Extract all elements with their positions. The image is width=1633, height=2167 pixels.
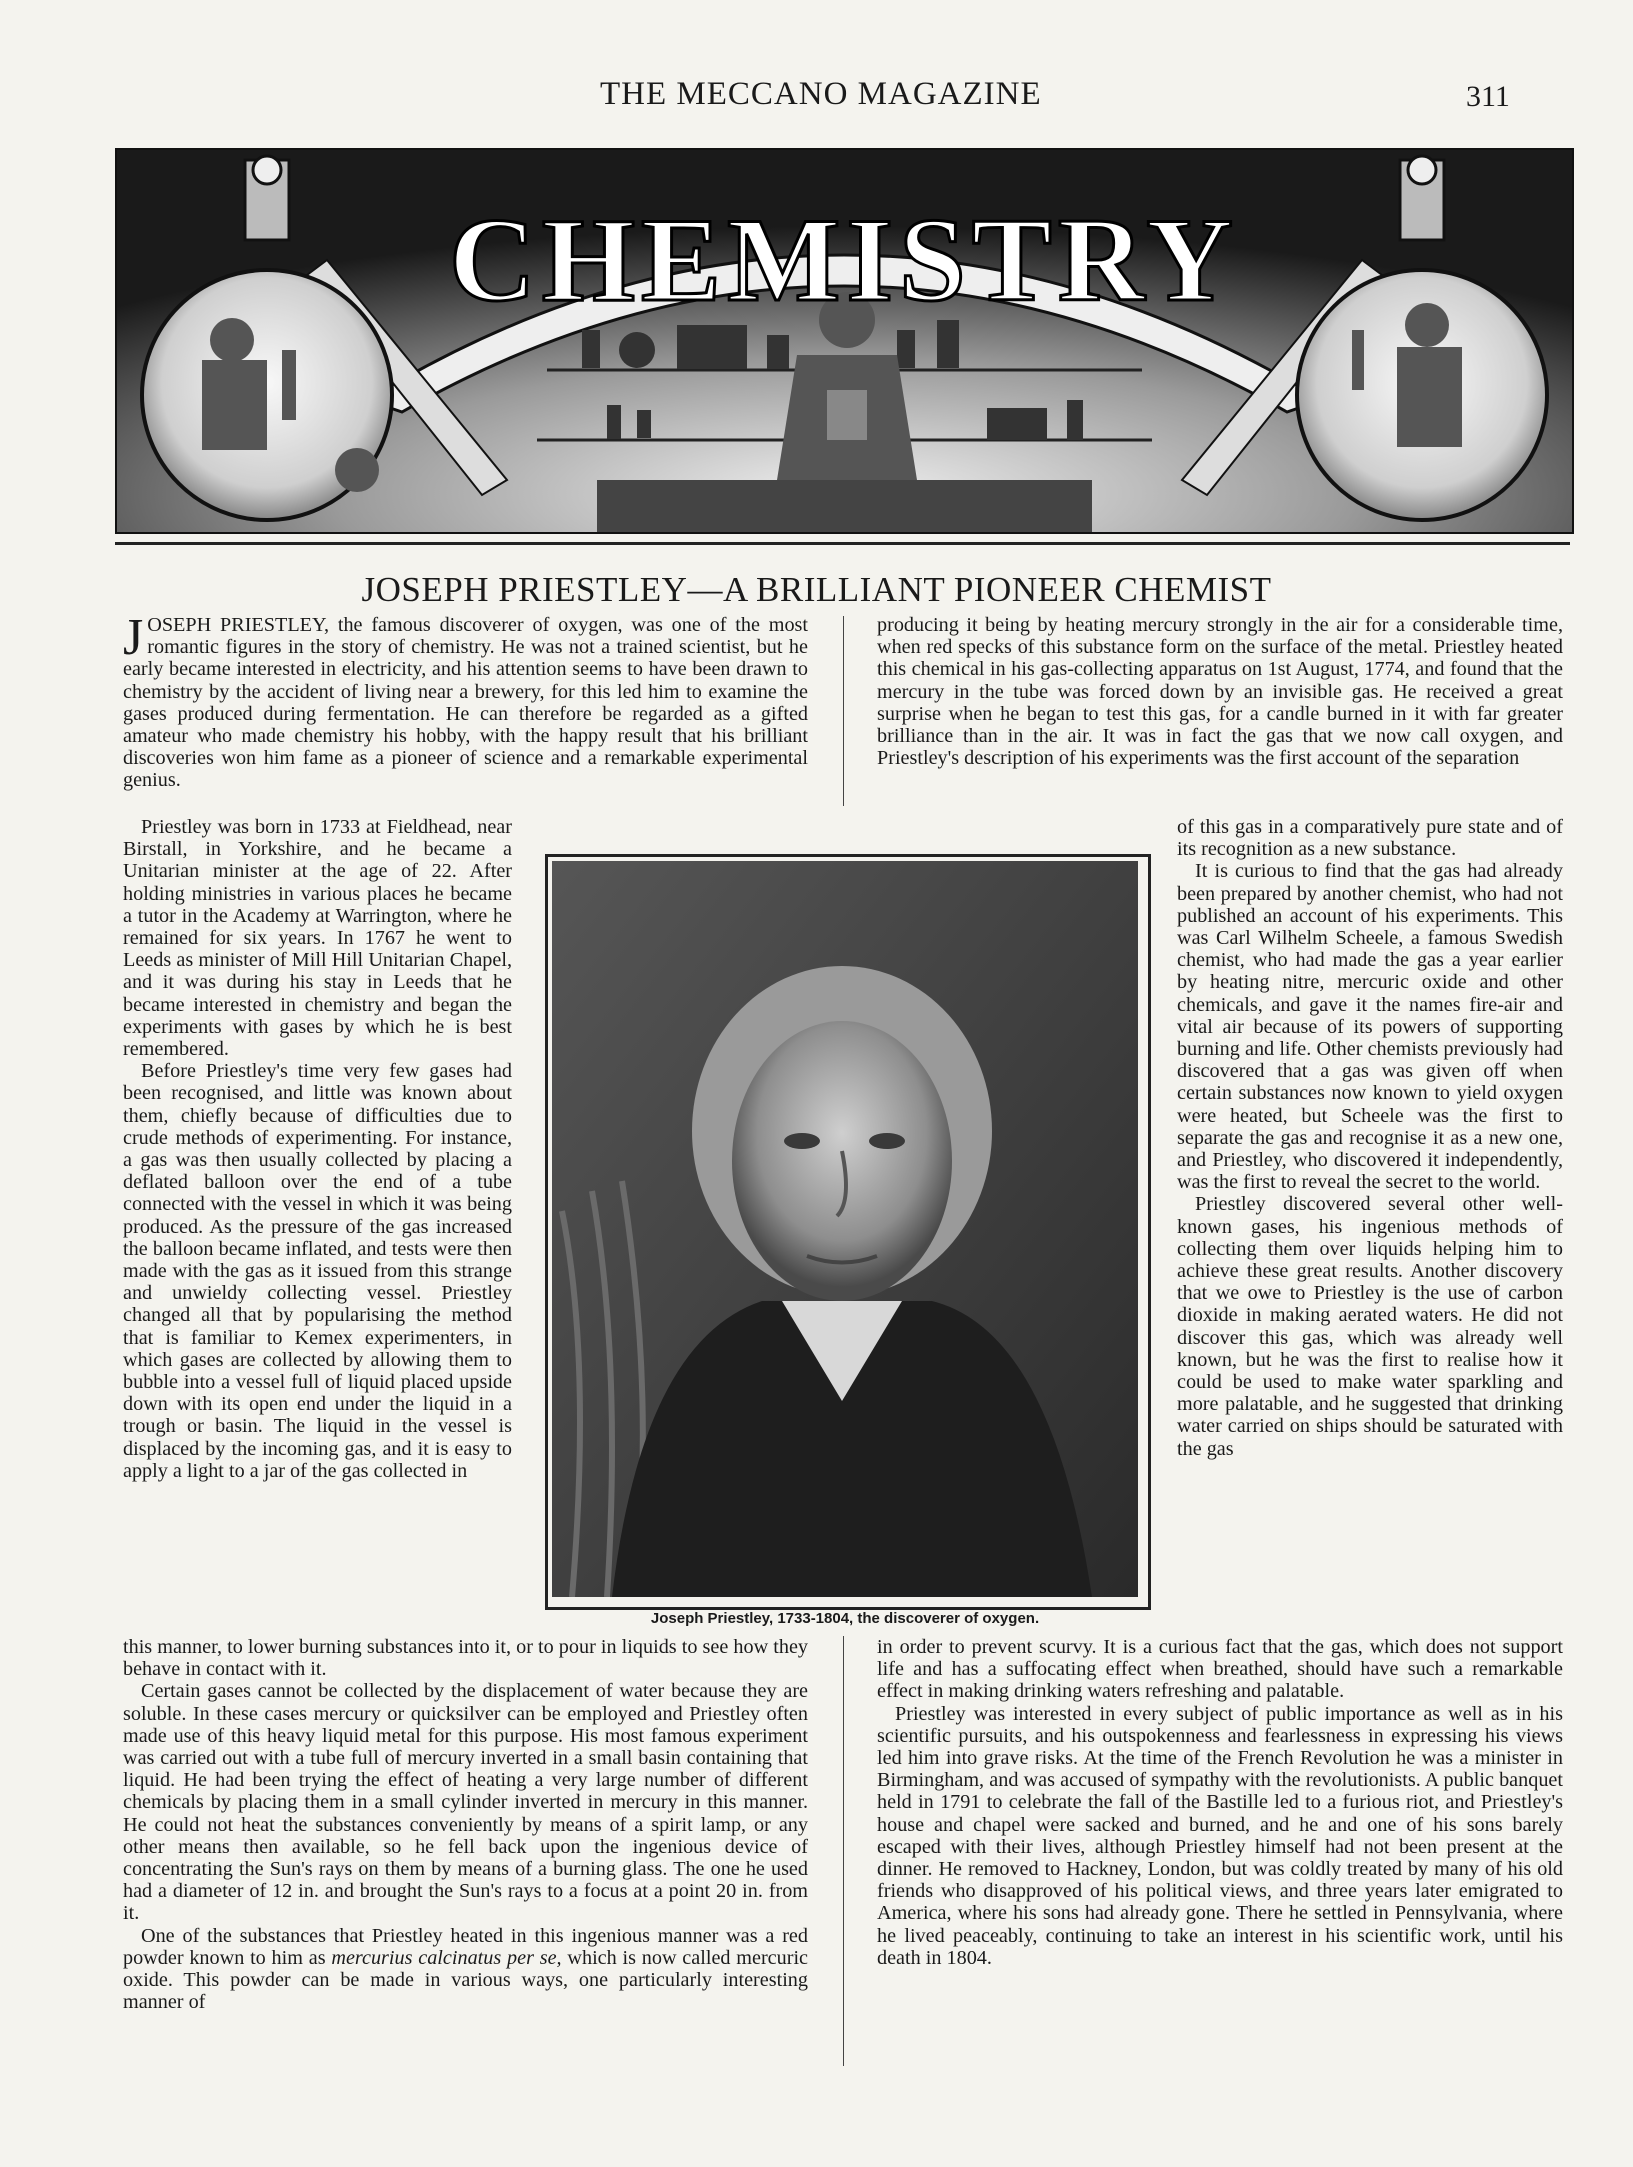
paragraph-later-life: Priestley was interested in every subject of public importance as well as in his scientific pursuits, and his outspokenness and fearlessness in expressing his views led him into grave risks. At the time of the French Revolution he was a minister in Birmingham, and was accused of sympathy with the revolutionists. A public banquet held in 1791 to celebrate the fall of the Bastille led to a furious riot, and Priestley's house and chapel were sacked and burned, and he and one of his sons barely escaped with their lives, although Priestley himself had not been present at the dinner. He removed to Hackney, London, but was coldly treated by many of his old friends who disapproved of his political views, and three years later emigrated to America, where his sons had already gone. There he settled in Pennsylvania, where he lived peaceably, continuing to take an interest in his scientific work, until his death in 1804. <box>877 1702 1563 1969</box>
paragraph-gases-continued: this manner, to lower burning substances into it, or to pour in liquids to see how they behave in contact with it. <box>123 1636 808 1681</box>
left-narrow-column <box>123 816 512 1482</box>
paragraph-mercuric-oxide-a: One of the substances that Priestley heated in this ingenious manner was a red powder known to him as <box>123 1924 808 1969</box>
magazine-title: THE MECCANO MAGAZINE <box>600 76 1042 112</box>
banner-rule <box>115 542 1570 545</box>
column-rule-top <box>843 616 844 806</box>
paragraph-oxygen: producing it being by heating mercury strongly in the air for a considerable time, when red specks of this substance form on the surface of the metal. Priestley heated this chemical in his gas-collecting apparatus on 1st August, 1774, and found that the mercury in the tube was forced down by an invisible gas. He received a great surprise when he began to test this gas, for a candle burned in it with far greater brilliance than in the air. It was in fact the gas that we now call oxygen, and Priestley's description of his experiments was the first account of the separation <box>877 614 1563 770</box>
right-wide-column <box>877 1636 1563 1969</box>
banner-title: CHEMISTRY <box>449 193 1239 326</box>
chemistry-banner <box>115 148 1574 534</box>
paragraph-birth: Priestley was born in 1733 at Fieldhead, near Birstall, in Yorkshire, and he became a Unitarian minister at the age of 22. After holding ministries in various places he became a tutor in the Academy at Warrington, where he remained for six years. In 1767 he went to Leeds as minister of Mill Hill Unitarian Chapel, and it was during his stay in Leeds that he became interested in chemistry and began the experiments with gases by which he is best remembered. <box>123 816 512 1061</box>
dropcap: J <box>123 609 144 666</box>
paragraph-carbon-dioxide: Priestley discovered several other well-known gases, his ingenious methods of collecting them over liquids helping him to achieve these great results. Another discovery that we owe to Priestley is the use of carbon dioxide in making aerated waters. He did not discover this gas, which was already well known, but he was the first to realise how it could be used to make water sparkling and more palatable, and he suggested that drinking water carried on ships should be saturated with the gas <box>1177 1193 1563 1460</box>
intro-paragraph <box>123 609 808 792</box>
page-number: 311 <box>1466 80 1510 113</box>
column-rule-bottom <box>843 1636 844 2066</box>
latin-term: mercurius calcinatus per se, <box>331 1946 562 1969</box>
paragraph-mercuric-oxide <box>123 1925 808 2014</box>
paragraph-gases: Before Priestley's time very few gases had been recognised, and little was known about them, chiefly because of difficulties due to crude methods of experimenting. For instance, a gas was then usually collected by placing a deflated balloon over the end of a tube connected with the vessel in which it was being produced. As the pressure of the gas increased the balloon became inflated, and tests were then made with the gas as it issued from this strange and unwieldy collecting vessel. Priestley changed all that by popularising the method that is familiar to Kemex experimenters, in which gases are collected by allowing them to bubble into a vessel full of liquid placed upside down with its open end under the liquid in a trough or basin. The liquid in the vessel is displaced by the incoming gas, and it is easy to apply a light to a jar of the gas collected in <box>123 1060 512 1482</box>
right-narrow-column <box>1177 816 1563 1460</box>
paragraph-carbon-dioxide-continued: in order to prevent scurvy. It is a curious fact that the gas, which does not support life and has a suffocating effect when breathed, should have such a remarkable effect in making drinking waters refreshing and palatable. <box>877 1636 1563 1703</box>
portrait-image <box>552 861 1138 1597</box>
paragraph-scheele: It is curious to find that the gas had already been prepared by another chemist, who had not published an account of his experiments. This was Carl Wilhelm Scheele, a famous Swedish chemist, who had made the gas a year earlier by heating nitre, mercuric oxide and other chemicals, and gave it the names fire-air and vital air because of its powers of supporting burning and life. Other chemists previously had discovered that a gas was given off when certain substances now known to yield oxygen were heated, but Scheele was the first to separate the gas and recognise it as a new one, and Priestley, who discovered it independently, was the first to reveal the secret to the world. <box>1177 860 1563 1194</box>
right-top-column <box>877 614 1563 769</box>
paragraph-oxygen-continued: of this gas in a comparatively pure state and of its recognition as a new substance. <box>1177 816 1563 861</box>
intro-text: OSEPH PRIESTLEY, the famous discoverer of oxygen, was one of the most romantic figures in the story of chemistry. He was not a trained scientist, but he early became interested in electricity, and his attention seems to have been drawn to chemistry by the accident of living near a brewery, for this led him to examine the gases produced during fermentation. He can therefore be regarded as a gifted amateur who made chemistry his hobby, with the happy result that his brilliant discoveries won him fame as a pioneer of science and a remarkable experimental genius. <box>123 614 808 792</box>
article-headline: JOSEPH PRIESTLEY—A BRILLIANT PIONEER CHEMIST <box>361 570 1272 609</box>
portrait-engraving <box>552 861 1138 1597</box>
paragraph-mercury: Certain gases cannot be collected by the displacement of water because they are soluble. In these cases mercury or quicksilver can be employed and Priestley often made use of this heavy liquid metal for this purpose. His most famous experiment was carried out with a tube full of mercury inverted in a small basin containing that liquid. He had been trying the effect of heating a very large number of different chemicals by placing them in a small cylinder inverted in mercury in this manner. He could not heat the substances conveniently by means of a spirit lamp, or any other means then available, so he fell back upon the ingenious device of concentrating the Sun's rays on them by means of a burning glass. The one he used had a diameter of 12 in. and brought the Sun's rays to a focus at a point 20 in. from it. <box>123 1680 808 1925</box>
left-wide-column <box>123 1636 808 2013</box>
paragraph-mercuric-oxide-b: which is now called mercuric oxide. This powder can be made in various ways, one particularly interesting manner of <box>123 1946 809 2014</box>
banner-illustration <box>117 150 1572 532</box>
portrait-caption: Joseph Priestley, 1733-1804, the discoverer of oxygen. <box>650 1610 1040 1627</box>
